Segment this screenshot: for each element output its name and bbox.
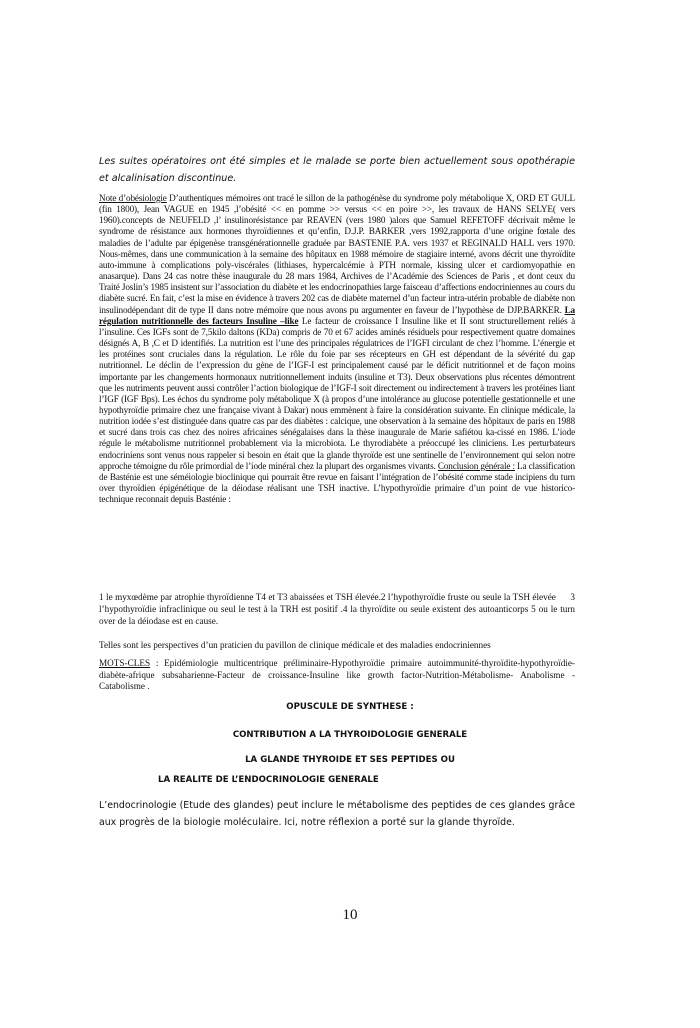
obesiology-text: D’authentiques mémoires ont tracé le sillon de la pathogénèse du syndrome poly métabolique X, ORD ET GULL (fin 1800), Jean VAGUE en 1945 ,l’obésité << en pomme >> versus << en poire >>, les travaux de HANS SELYE( vers 1960).concepts de NEUFELD ,l’ insulinorésistance par REAVEN (vers 1980 )alors que Samuel REFETOFF décrivait même le syndrome de résistance aux hormones thyroïdiennes et qu’enfin, D.J.P. BARKER ,vers 1992,rapporta d’une origine fœtale des maladies de l’adulte par épigenèse transgénérationnelle graduée par BASTENIE P.A. vers 1937 et REGINALD HALL vers 1970. Nous-mêmes, dans une communication à la semaine des hôpitaux en 1988 mémoire de stagiaire interné, avons décrit une thyroïdite auto-immune à complications poly-viscérales (lithiases, hypercalcémie à PTH normale, kissing ulcer et cardiomyopathie en anasarque). Dans 24 cas notre thèse inaugurale du 28 mars 1984, Archives de l’Académie des Sciences de Paris , et dont ceux du Traité Joslin’s 1985 insistent sur l’association du diabète et les endocrinopathies large faisceau d’affections endocriniennes au cours du diabète sucré. En fait, c’est la mise en évidence à travers 202 cas de diabète maternel d’un facteur intra-utérin probable de diabète non insulinodépendant dit de type II dans notre mémoire que nous avons pu argumenter en faveur de l’hypothèse de DJP.BARKER. bbox=[99, 193, 576, 315]
regulation-label: La régulation nutritionnelle des facteurs Insuline –like bbox=[99, 304, 575, 326]
heading-contribution: CONTRIBUTION A LA THYROIDOLOGIE GENERALE bbox=[232, 730, 468, 740]
heading-realite: LA REALITE DE L’ENDOCRINOLOGIE GENERALE bbox=[158, 775, 379, 785]
page-number: 10 bbox=[342, 907, 358, 923]
heading-opuscule: OPUSCULE DE SYNTHESE : bbox=[286, 702, 414, 712]
hypothyroidism-classification: 1 le myxœdème par atrophie thyroïdienne T4 et T3 abaissées et TSH élevée.2 l’hypothyroïdie fruste ou seule la TSH élevée 3 l’hypothyroïdie infraclinique ou seul le test à la TRH est positif .4 la thyroïdite ou seule existent des autoanticorps 5 ou le turn over de la déiodase est en cause. bbox=[99, 592, 578, 626]
heading-glande-thyroide: LA GLANDE THYROIDE ET SES PEPTIDES OU bbox=[245, 755, 455, 765]
perspectives-line: Telles sont les perspectives d’un praticien du pavillon de clinique médicale et des maladies endocriniennes bbox=[99, 640, 491, 650]
conclusion-text: La classification de Basténie est une séméiologie bioclinique qui pourrait être revue en faisant l’intégration de l’obésité comme stade incipiens du turn over thyroïdien épigénétique de la déiodase réalisant une TSH inactive. L’hypothyroïdie primaire d’un point de vue historico-technique reconnait depuis Basténie : bbox=[99, 460, 575, 505]
intro-paragraph: L’endocrinologie (Etude des glandes) peut inclure le métabolisme des peptides de ces glandes grâce aux progrès de la biologie moléculaire. Ici, notre réflexion a porté sur la glande thyroïde. bbox=[99, 800, 575, 828]
conclusion-label: Conclusion générale : bbox=[437, 460, 515, 471]
obesiology-paragraph bbox=[99, 193, 575, 505]
postoperative-summary: Les suites opératoires ont été simples et le malade se porte bien actuellement sous opothérapie et alcalinisation discontinue. bbox=[99, 156, 575, 184]
obesiology-label: Note d’obésiologie bbox=[99, 193, 167, 203]
regulation-text: Le facteur de croissance I Insuline like et II sont structurellement reliés à l’insuline. Ces IGFs sont de 7,5kilo daltons (KDa) compris de 70 et 67 acides aminés résiduels pour respectivement quatre domaines désignés A, B ,C et D identifiés. La nutrition est l’une des principales régulatrices de l’IGFI circulant de chez l’homme. L’énergie et les protéines sont cruciales dans la régulation. Le rôle du foie par ses récepteurs en GH est dépendant de la sévérité du gap nutritionnel. Le déclin de l’expression du gène de l’IGF-I est principalement causé par le déficit nutritionnel et de façon moins importante par les changements hormonaux nutritionnellement induits (insuline et T3). Deux observations plus récentes démontrent que les nutriments peuvent aussi contrôler l’action biologique de l’IGF-I soit directement ou indirectement à travers les protéines liant l’IGF (IGF Bps). Les échos du syndrome poly métabolique X (à propos d’une intolérance au glucose potentielle gestationnelle et une hypothyroïdie primaire chez une française vivant à Dakar) nous emmènent à faire la considération suivante. En clinique médicale, la nutrition iodée s’est distinguée dans quatre cas par des diabètes : calcique, une observation à la semaine des hôpitaux de paris en 1988 et sucré dans trois cas chez des noires africaines sénégalaises dans la thèse inaugurale de Marie safiétou ka-cissé en 1986. L’iode régule le métabolisme nutritionnel probablement via la microbiota. Le thyrodiabète a préoccupé les cliniciens. Les perturbateurs endocriniens sont venus nous rappeler si besoin en était que la glande thyroïde est une sentinelle de l’environnement qui selon notre approche témoigne du rôle primordial de l’iode minéral chez la plupart des organismes vivants. bbox=[99, 315, 576, 471]
keywords-paragraph bbox=[99, 658, 575, 693]
keywords-label: MOTS-CLES bbox=[99, 658, 151, 668]
keywords-text: : Epidémiologie multicentrique préliminaire-Hypothyroïdie primaire autoimmunité-thyroïdite-hypothyroïdie-diabète-afrique subsaharienne-Facteur de croissance-Insuline like growth factor-Nutrition-Métabolisme- Anabolisme -Catabolisme . bbox=[99, 658, 575, 691]
